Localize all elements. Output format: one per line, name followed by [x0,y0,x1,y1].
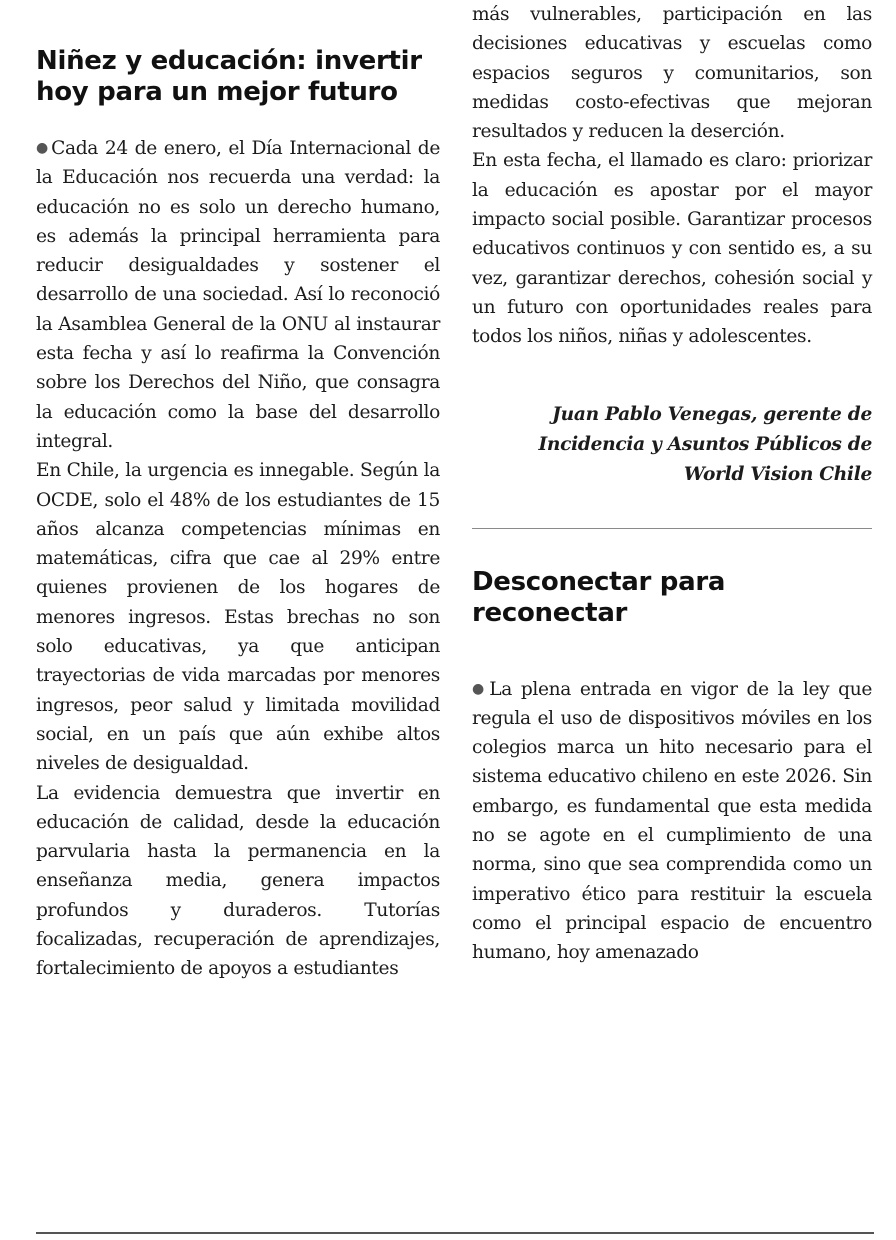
article-1-paragraph-2: En Chile, la urgencia es innegable. Según la OCDE, solo el 48% de los estudiantes de 15 años alcanza competencias mínimas en matemáticas, cifra que cae al 29% entre quienes provienen de los hogares de menores ingresos. Estas brechas no son solo educativas, ya que anticipan trayectorias de vida marcadas por menores ingresos, peor salud y limitada movilidad social, en un país que aún exhibe altos niveles de desigualdad. [36,460,440,775]
article-1-headline: Niñez y educación: invertir hoy para un mejor futuro [36,46,422,107]
article-2-paragraph-1: ● La plena entrada en vigor de la ley que regula el uso de dispositivos móviles en los colegios marca un hito necesario para el sistema educativo chileno en este 2026. Sin embargo, es fundamental que esta medida no se agote en el cumplimiento de una norma, sino que sea comprendida como un imperativo ético para restituir la escuela como el principal espacio de encuentro humano, hoy amenazado [472,675,872,968]
article-1-paragraph-1: ● Cada 24 de enero, el Día Internacional de la Educación nos recuerda una verdad: la educación no es solo un derecho humano, es además la principal herramienta para reducir desigualdades y sostener el desarrollo de una sociedad. Así lo reconoció la Asamblea General de la ONU al instaurar esta fecha y así lo reafirma la Convención sobre los Derechos del Niño, que consagra la educación como la base del desarrollo integral. [36,134,440,456]
article-2-headline: Desconectar para reconectar [472,566,726,628]
article-1-paragraph-3b: más vulnerables, participación en las decisiones educativas y escuelas como espacios seguros y comunitarios, son medidas costo-efectivas que mejoran resultados y reducen la deserción. [472,4,872,143]
bottom-rule [36,1232,874,1234]
article-1-paragraph-3a: La evidencia demuestra que invertir en educación de calidad, desde la educación parvularia hasta la permanencia en la enseñanza media, genera impactos profundos y duraderos. Tutorías focalizadas, recuperación de aprendizajes, fortalecimiento de apoyos a estudiantes [36,782,440,980]
section-divider [472,528,872,529]
article-1-paragraph-4: En esta fecha, el llamado es claro: priorizar la educación es apostar por el mayor impacto social posible. Garantizar procesos educativos continuos y con sentido es, a su vez, garantizar derechos, cohesión social y un futuro con oportunidades reales para todos los niños, niñas y adolescentes. [472,150,872,348]
signature-line-2: Incidencia y Asuntos Públicos de [538,433,872,455]
bullet-icon [472,679,489,700]
left-column [36,0,440,984]
bullet-icon [36,138,51,159]
right-column [472,0,872,968]
article-1-signature [472,400,872,490]
signature-line-1: Juan Pablo Venegas, gerente de [552,403,872,425]
signature-line-3: World Vision Chile [683,463,872,485]
